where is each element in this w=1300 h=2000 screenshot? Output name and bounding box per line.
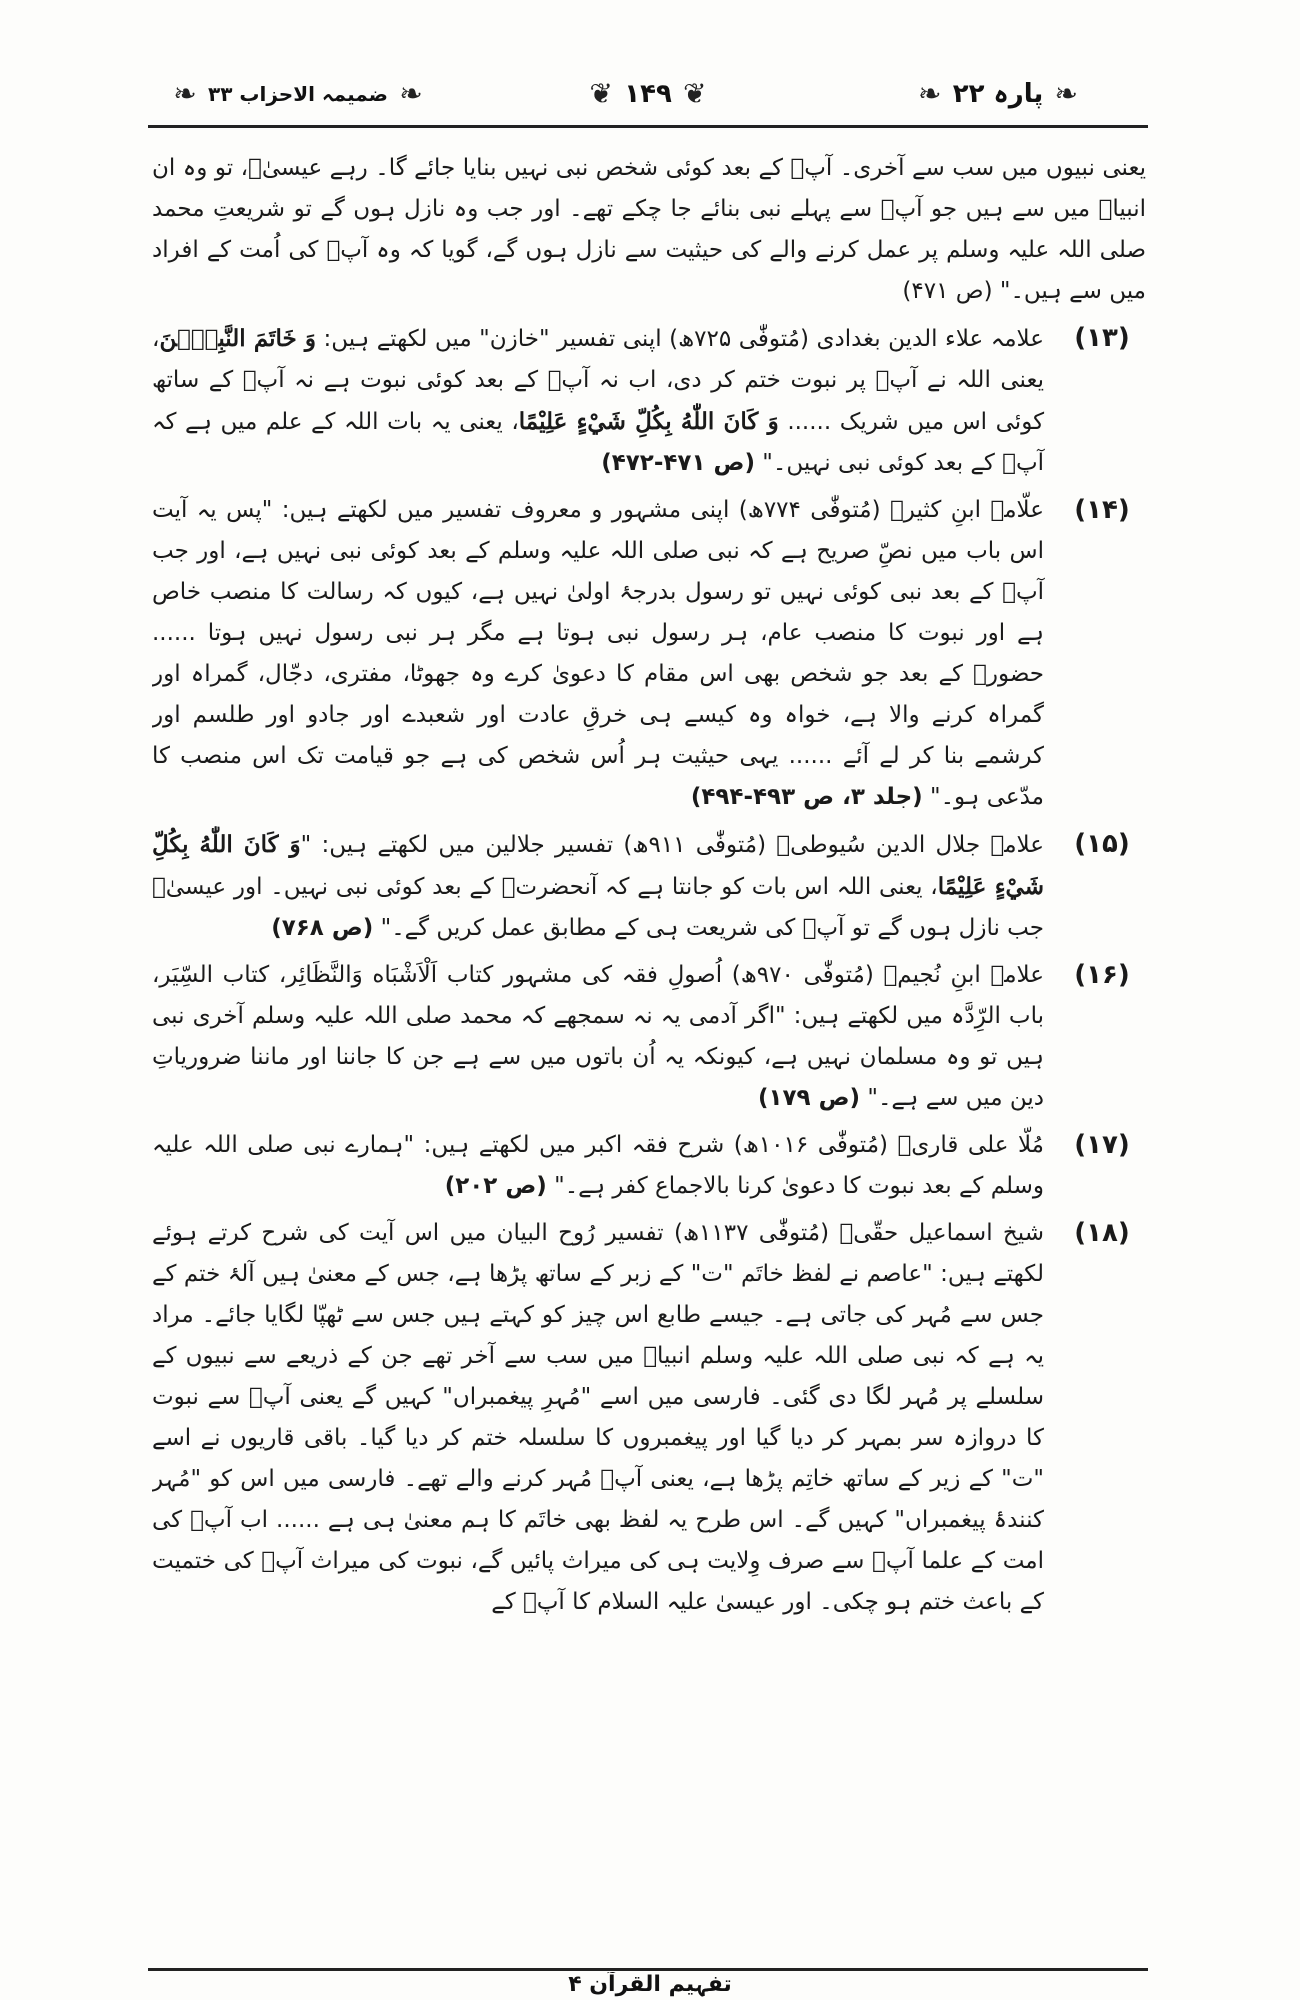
ornament-icon: ❦ bbox=[589, 77, 613, 110]
item-number: (۱۸) bbox=[1074, 1218, 1130, 1248]
item-text: مُلّا علی قاریؒ (مُتوفّٰی ۱۰۱۶ھ) شرح فقہ اکبر میں لکھتے ہیں: "ہمارے نبی صلی اللہ علیہ وسلم کے بعد نبوت کا دعویٰ کرنا بالاجماع کفر ہے۔" (ص ۲۰۲) bbox=[152, 1132, 1044, 1199]
ornament-icon: ❧ bbox=[399, 77, 423, 110]
reference: (ص ۷۶۸) bbox=[271, 915, 374, 941]
reference: (ص ۴۷۱-۴۷۲) bbox=[601, 450, 755, 476]
list-item bbox=[152, 955, 1146, 1119]
list-item bbox=[152, 1125, 1146, 1207]
item-number: (۱۶) bbox=[1074, 960, 1130, 990]
item-text: علّامہ ابنِ کثیرؒ (مُتوفّٰی ۷۷۴ھ) اپنی مشہور و معروف تفسیر میں لکھتے ہیں: "پس یہ آیت اس باب میں نصِّ صریح ہے کہ نبی صلی اللہ علیہ وسلم کے بعد کوئی نبی نہیں ہے، اور جب آپؐ کے بعد نبی کوئی نہیں تو رسول بدرجۂ اولیٰ نہیں ہے، کیوں کہ رسالت کا منصب خاص ہے اور نبوت کا منصب عام، ہر رسول نبی ہوتا ہے مگر ہر نبی رسول نہیں ہوتا ...... حضورؐ کے بعد جو شخص بھی اس مقام کا دعویٰ کرے وہ جھوٹا، مفتری، دجّال، گمراہ اور گمراہ کرنے والا ہے، خواہ وہ کیسے ہی خرقِ عادت اور شعبدے اور جادو اور طلسم اور کرشمے بنا کر لے آئے ...... یہی حیثیت ہر اُس شخص کی ہے جو قیامت تک اس منصب کا مدّعی ہو۔" (جلد ۳، ص ۴۹۳-۴۹۴) bbox=[152, 497, 1044, 810]
footer-title bbox=[500, 1972, 800, 2000]
intro-paragraph bbox=[152, 148, 1146, 312]
item-number: (۱۷) bbox=[1074, 1130, 1130, 1160]
reference: (جلد ۳، ص ۴۹۳-۴۹۴) bbox=[690, 784, 923, 810]
page-body bbox=[152, 148, 1146, 1983]
item-text: علامہ علاء الدین بغدادی (مُتوفّٰی ۷۲۵ھ) اپنی تفسیر "خازن" میں لکھتے ہیں: وَ خَاتَمَ النَّبِيّٖنَ، یعنی اللہ نے آپؐ پر نبوت ختم کر دی، اب نہ آپؐ کے بعد کوئی نبوت ہے نہ آپؐ کے ساتھ کوئی اس میں شریک ...... وَ كَانَ اللّٰهُ بِكُلِّ شَيْءٍ عَلِيْمًا، یعنی یہ بات اللہ کے علم میں ہے کہ آپؐ کے بعد کوئی نبی نہیں۔" (ص ۴۷۱-۴۷۲) bbox=[152, 325, 1045, 476]
chapter-cartouche bbox=[148, 68, 448, 120]
ornament-icon: ❧ bbox=[173, 77, 197, 110]
page-number-cartouche bbox=[548, 68, 748, 120]
intro-line: یعنی نبیوں میں سب سے آخری۔ آپؐ کے بعد کوئی شخص نبی نہیں بنایا جائے گا۔ رہے عیسیٰؑ، تو وہ ان انبیاؑ میں سے bbox=[152, 155, 1146, 222]
item-text: علامہ ابنِ نُجیمؒ (مُتوفّٰی ۹۷۰ھ) اُصولِ فقہ کی مشہور کتاب اَلْاَشْبَاه وَالنَّظَائِر، کتاب السِّیَر، باب الرِّدَّہ میں لکھتے ہیں: "اگر آدمی یہ نہ سمجھے کہ محمد صلی اللہ علیہ وسلم آخری نبی ہیں تو وہ مسلمان نہیں ہے، کیونکہ یہ اُن باتوں میں سے ہے جن کا جاننا اور ماننا ضروریاتِ دین میں سے ہے۔" (ص ۱۷۹) bbox=[152, 962, 1044, 1111]
chapter-label: ضمیمہ الاحزاب ۳۳ bbox=[208, 82, 388, 106]
intro-line: کرنے والے کی حیثیت سے نازل ہوں گے، گویا کہ وہ آپؐ کی اُمت کے افراد میں سے ہیں۔" (ص ۴۷۱) bbox=[152, 237, 1146, 304]
item-text: شیخ اسماعیل حقّیؒ (مُتوفّٰی ۱۱۳۷ھ) تفسیر رُوح البیان میں اس آیت کی شرح کرتے ہوئے لکھتے ہیں: "عاصم نے لفظ خاتَم "ت" کے زبر کے ساتھ پڑھا ہے، جس کے معنیٰ ہیں آلۂ ختم کے جس سے مُہر کی جاتی ہے۔ جیسے طابع اس چیز کو کہتے ہیں جس سے ٹھپّا لگایا جائے۔ مراد یہ ہے کہ نبی صلی اللہ علیہ وسلم انبیاؑ میں سب سے آخر تھے جن کے ذریعے سے نبیوں کے سلسلے پر مُہر لگا دی گئی۔ فارسی میں اسے "مُہرِ پیغمبراں" کہیں گے یعنی آپؐ سے نبوت کا دروازہ سر بمہر کر دیا گیا اور پیغمبروں کا سلسلہ ختم کر دیا گیا۔ باقی قاریوں نے اسے "ت" کے زیر کے ساتھ خاتِم پڑھا ہے، یعنی آپؐ مُہر کرنے والے تھے۔ فارسی میں اس کو "مُہر کنندۂ پیغمبراں" کہیں گے۔ اس طرح یہ لفظ بھی خاتَم کا ہم معنیٰ ہی ہے ...... اب آپؐ کی امت کے علما آپؐ سے صرف وِلایت ہی کی میراث پائیں گے، نبوت کی میراث آپؐ کی ختمیت کے باعث ختم ہو چکی۔ اور عیسیٰ علیہ السلام کا آپؐ کے bbox=[152, 1220, 1044, 1615]
para-cartouche bbox=[848, 68, 1148, 120]
arabic-verse: وَ خَاتَمَ النَّبِيّٖنَ bbox=[159, 325, 317, 352]
item-number: (۱۵) bbox=[1074, 829, 1130, 859]
ornament-icon: ❦ bbox=[683, 77, 707, 110]
reference: (ص ۱۷۹) bbox=[757, 1085, 861, 1111]
arabic-verse: وَ كَانَ اللّٰهُ بِكُلِّ شَيْءٍ عَلِيْمًا bbox=[518, 408, 779, 435]
ornament-icon: ❧ bbox=[1054, 77, 1078, 110]
item-text: علامہ جلال الدین سُیوطیؒ (مُتوفّٰی ۹۱۱ھ) تفسیر جلالین میں لکھتے ہیں: "وَ كَانَ اللّٰهُ بِكُلِّ شَيْءٍ عَلِيْمًا، یعنی اللہ اس بات کو جانتا ہے کہ آنحضرتؐ کے بعد کوئی نبی نہیں۔ اور عیسیٰؑ جب نازل ہوں گے تو آپؐ کی شریعت ہی کے مطابق عمل کریں گے۔" (ص ۷۶۸) bbox=[152, 831, 1045, 941]
arabic-verse: وَ كَانَ اللّٰهُ بِكُلِّ شَيْءٍ عَلِيْمًا bbox=[152, 831, 1044, 900]
list-item bbox=[152, 490, 1146, 818]
item-number: (۱۴) bbox=[1074, 495, 1130, 525]
reference: (ص ۲۰۲) bbox=[444, 1173, 547, 1199]
para-label: پارہ ۲۲ bbox=[952, 79, 1044, 109]
footer-rule bbox=[148, 1968, 1148, 1971]
header-rule bbox=[148, 125, 1148, 128]
list-item bbox=[152, 824, 1146, 949]
page-number: ۱۴۹ bbox=[624, 79, 672, 109]
intro-line: ہیں جو آپؐ سے پہلے نبی بنائے جا چکے تھے۔ اور جب وہ نازل ہوں گے تو شریعتِ محمد صلی اللہ علیہ وسلم پر عمل bbox=[152, 196, 1146, 263]
list-item bbox=[152, 318, 1146, 484]
item-number: (۱۳) bbox=[1074, 323, 1130, 353]
book-title: تفہیم القرآن ۴ bbox=[568, 1972, 732, 1997]
ornament-icon: ❧ bbox=[918, 77, 942, 110]
list-item bbox=[152, 1213, 1146, 1623]
